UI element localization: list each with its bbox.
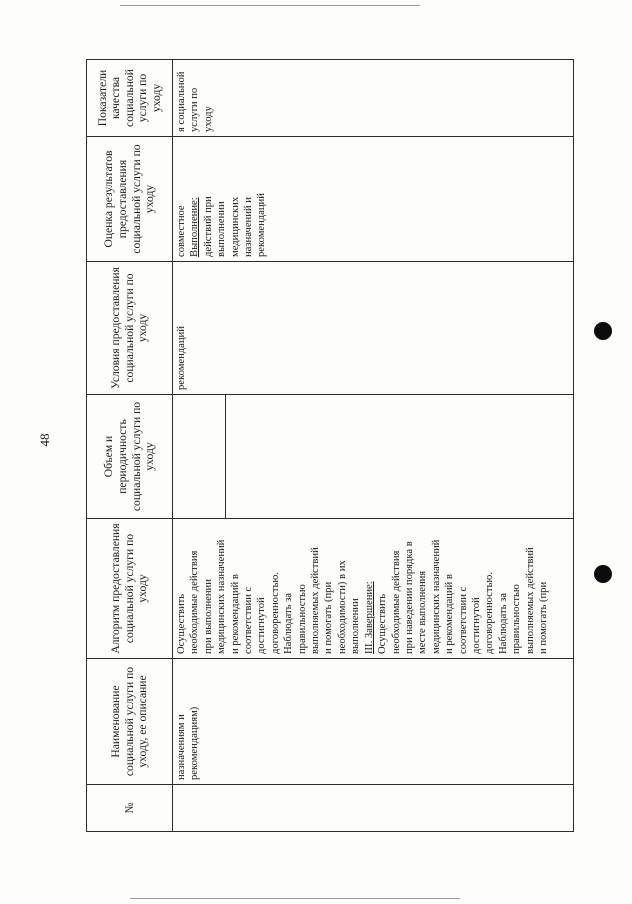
cell-text-line: необходимые действия [189, 550, 201, 654]
header-num: № [87, 785, 173, 832]
cell-quality [173, 60, 574, 137]
cell-text-line: медицинских назначений [216, 539, 228, 654]
cell-text-line: договоренностью. [269, 572, 281, 654]
cell-text-line: договоренностью. [484, 572, 496, 654]
cell-text-line: при выполнении [202, 579, 214, 654]
page-number: 48 [37, 433, 52, 447]
cell-text-line: Осуществить [377, 593, 389, 654]
rotated-table-sheet [86, 60, 574, 832]
cell-text-line: назначений и [243, 197, 255, 257]
cell-conditions [173, 262, 574, 395]
cell-text-line: рекомендаций [256, 193, 268, 257]
cell-algorithm [173, 519, 574, 659]
cell-text-line: правильностью [296, 584, 308, 654]
cell-text-line: медицинских [229, 196, 241, 257]
cell-volume [173, 395, 574, 519]
cell-text-line: правильностью [511, 584, 523, 654]
cell-text-line: необходимости) в их [336, 560, 348, 654]
cell-volume-top [173, 395, 226, 518]
cell-text-line: выполнении [350, 598, 362, 654]
service-table [86, 59, 574, 832]
cell-text-line: соответствии с [457, 586, 469, 654]
cell-text-line: Выполнение: [189, 197, 201, 257]
header-volume: Объем и периодичность социальной услуги по уходу [87, 395, 173, 519]
cell-text-line: III. Завершение: [363, 581, 375, 654]
cell-text-line: и рекомендаций в [444, 574, 456, 654]
cell-text-line: я социальной [176, 71, 187, 132]
scan-edge-top [120, 5, 420, 6]
cell-text-line: и помогать (при [537, 581, 549, 654]
cell-text-line: Осуществить [176, 593, 187, 654]
table-row [173, 60, 574, 832]
cell-text-line: выполняемых действий [310, 547, 322, 654]
cell-name [173, 659, 574, 785]
cell-text-line: и рекомендаций в [229, 574, 241, 654]
header-evaluation: Оценка результатов предоставления социальной услуги по уходу [87, 137, 173, 262]
header-quality: Показатели качества социальной услуги по уходу [87, 60, 173, 137]
cell-text-line: необходимые действия [390, 550, 402, 654]
cell-text-line: выполняемых действий [524, 547, 536, 654]
cell-evaluation [173, 137, 574, 262]
cell-text-line: совместное [176, 205, 187, 257]
cell-text-line: рекомендациям) [189, 706, 201, 780]
cell-text-line: услуги по [189, 87, 201, 132]
header-algorithm: Алгоритм предоставления социальной услуги по уходу [87, 519, 173, 659]
cell-text-line: месте выполнения [417, 570, 429, 654]
binder-hole-bottom [594, 565, 612, 583]
cell-text-line: и помогать (при [323, 581, 335, 654]
cell-text-line: рекомендаций [176, 326, 187, 390]
cell-text-line: уходу [202, 106, 214, 132]
cell-text-line: действий при [202, 196, 214, 257]
cell-text-line: Наблюдать за [283, 593, 295, 654]
cell-text-line: Наблюдать за [497, 593, 509, 654]
cell-text-line: достигнутой [256, 597, 268, 654]
header-name: Наименование социальной услуги по уходу, ее описание [87, 659, 173, 785]
header-conditions: Условия предоставления социальной услуги по уходу [87, 262, 173, 395]
cell-text-line: медицинских назначений [430, 539, 442, 654]
binder-hole-top [594, 322, 612, 340]
cell-text-line: достигнутой [470, 597, 482, 654]
scan-edge-bottom [130, 898, 460, 899]
cell-text-line: при наведении порядка в [403, 541, 415, 654]
cell-text-line: соответствии с [243, 586, 255, 654]
cell-num [173, 785, 574, 832]
cell-text-line: выполнении [216, 201, 228, 257]
cell-volume-bottom [226, 395, 573, 518]
cell-text-line: назначениям и [176, 714, 187, 780]
